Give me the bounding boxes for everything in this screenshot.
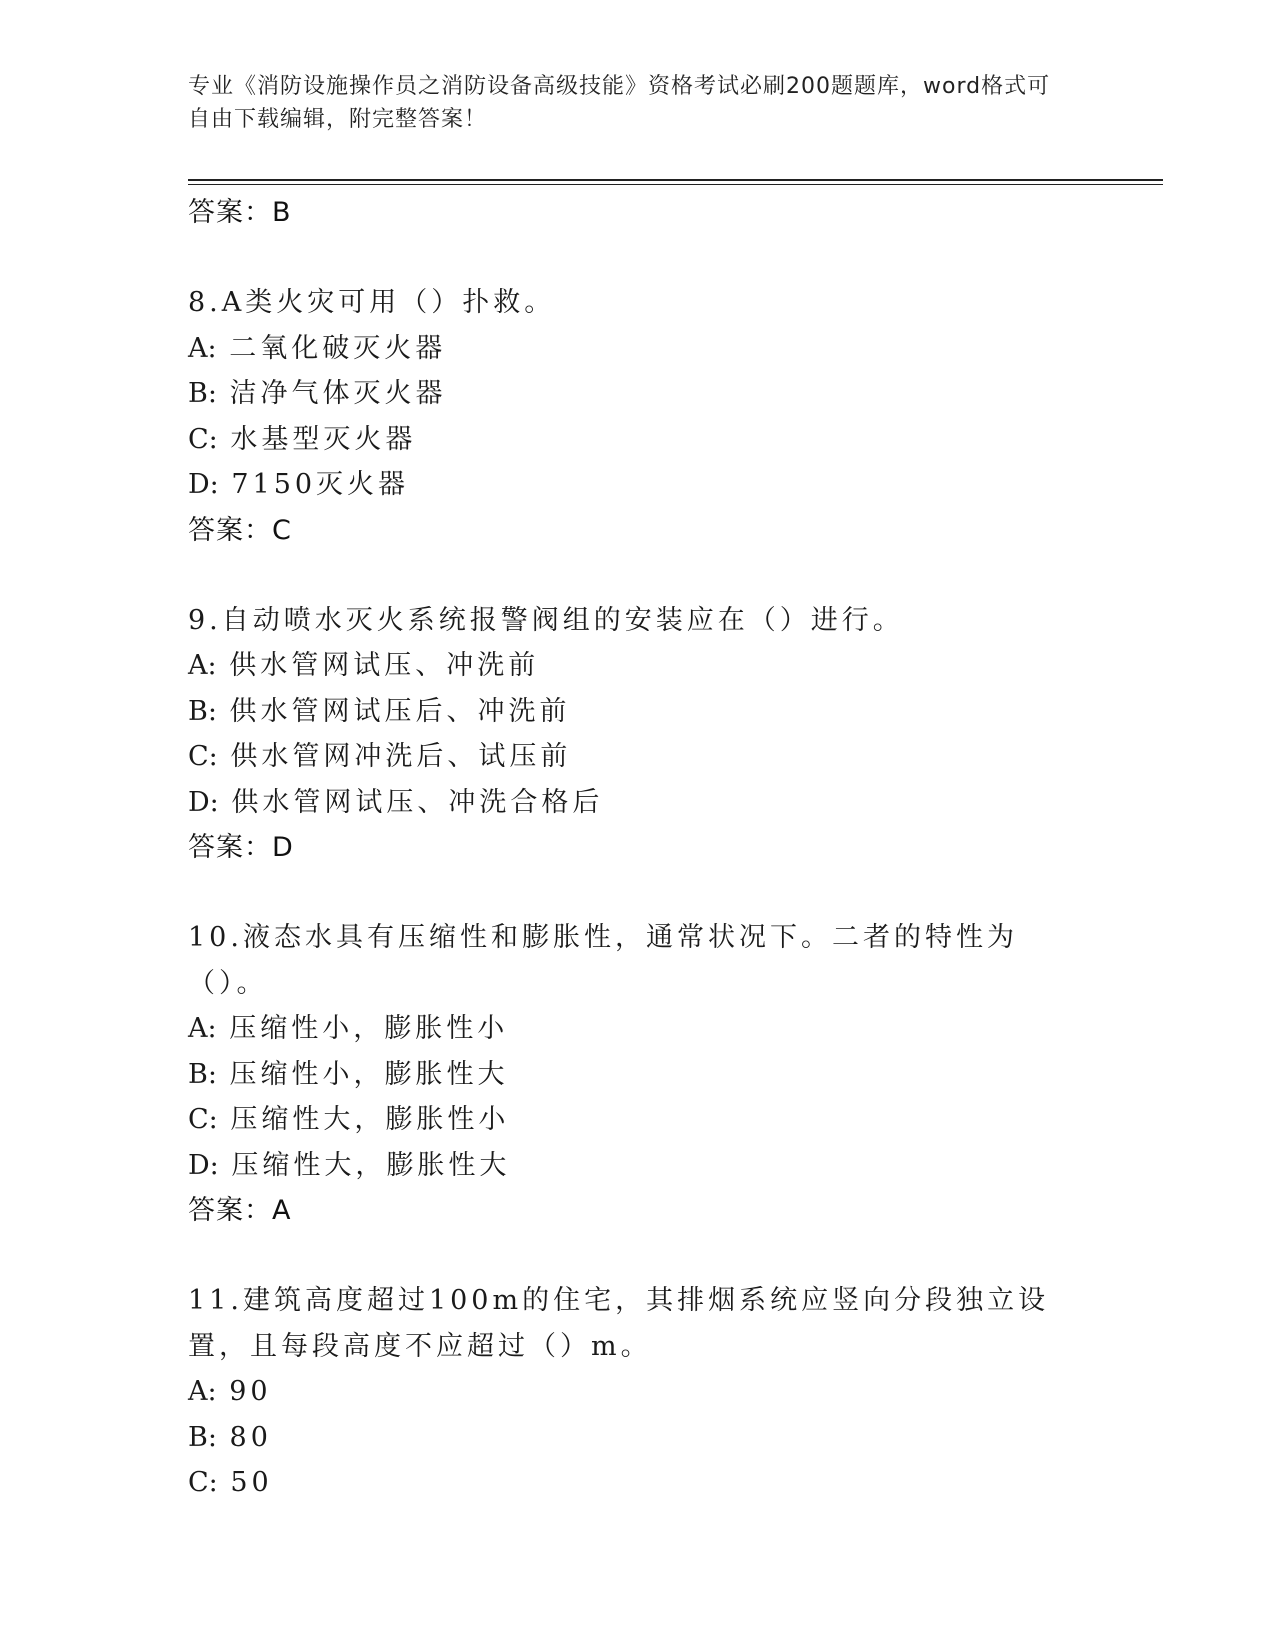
option-text: 压缩性大，膨胀性大 <box>231 1149 511 1181</box>
option-text: 水基型灭火器 <box>230 423 417 455</box>
option-text: 二氧化破灭火器 <box>229 332 447 364</box>
answer-value: D <box>272 832 294 863</box>
answer-value: A <box>272 1195 292 1226</box>
answer-label: 答案： <box>188 197 272 228</box>
option-a <box>188 1006 1088 1052</box>
answer-label: 答案： <box>188 1195 272 1226</box>
option-c <box>188 1097 1088 1143</box>
answer-label: 答案： <box>188 514 272 546</box>
option-letter: A: <box>188 1376 217 1407</box>
option-letter: B: <box>188 378 217 409</box>
question-stem: 10.液态水具有压缩性和膨胀性，通常状况下。二者的特性为（）。 <box>188 922 1018 999</box>
option-letter: D: <box>188 786 219 818</box>
option-c <box>188 734 1088 780</box>
option-text: 7150灭火器 <box>231 469 410 500</box>
answer-line <box>188 190 1088 236</box>
option-a <box>188 1369 1088 1415</box>
answer-value: C <box>272 514 292 546</box>
option-text: 供水管网冲洗后、试压前 <box>230 741 572 772</box>
question-stem: 8.A类火灾可用（）扑救。 <box>188 287 556 318</box>
option-b <box>188 1415 1088 1461</box>
option-text: 供水管网试压、冲洗前 <box>229 650 540 681</box>
option-text: 压缩性小，膨胀性大 <box>229 1058 509 1090</box>
option-letter: C: <box>188 423 218 455</box>
option-text: 压缩性小，膨胀性小 <box>229 1013 509 1044</box>
option-d <box>188 462 1088 508</box>
option-b <box>188 371 1088 417</box>
option-letter: A: <box>188 1013 217 1044</box>
header-rule-thin <box>188 184 1163 185</box>
answer-line <box>188 825 1088 871</box>
option-letter: B: <box>188 1421 217 1453</box>
question-list <box>188 190 1088 1506</box>
header-text: 专业《消防设施操作员之消防设备高级技能》资格考试必刷200题题库，word格式可自由下载编辑，附完整答案！ <box>188 74 1051 132</box>
option-a <box>188 326 1088 372</box>
question-gap <box>188 554 1088 598</box>
option-text: 供水管网试压、冲洗合格后 <box>231 786 604 818</box>
option-letter: A: <box>188 650 217 681</box>
question-stem: 11.建筑高度超过100m的住宅，其排烟系统应竖向分段独立设置，且每段高度不应超过（）m。 <box>188 1285 1050 1362</box>
option-c <box>188 1460 1088 1506</box>
question-stem: 9.自动喷水灭火系统报警阀组的安装应在（）进行。 <box>188 604 904 636</box>
option-text: 50 <box>230 1467 273 1498</box>
option-letter: D: <box>188 469 219 500</box>
option-text: 洁净气体灭火器 <box>229 378 447 409</box>
answer-label: 答案： <box>188 832 272 863</box>
answer-value: B <box>272 197 292 228</box>
option-text: 90 <box>229 1376 272 1407</box>
answer-line <box>188 1188 1088 1234</box>
option-letter: C: <box>188 1467 218 1498</box>
option-letter: B: <box>188 695 217 727</box>
option-letter: D: <box>188 1149 219 1181</box>
option-letter: A: <box>188 332 217 364</box>
option-text: 压缩性大，膨胀性小 <box>230 1104 510 1135</box>
option-letter: C: <box>188 1104 218 1135</box>
option-text: 80 <box>229 1421 272 1453</box>
question-gap <box>188 1234 1088 1278</box>
option-b <box>188 1052 1088 1098</box>
option-a <box>188 643 1088 689</box>
answer-line <box>188 508 1088 554</box>
header-rule-thick <box>188 179 1163 181</box>
option-d <box>188 1143 1088 1189</box>
option-d <box>188 780 1088 826</box>
option-text: 供水管网试压后、冲洗前 <box>229 695 571 727</box>
question-gap <box>188 871 1088 915</box>
option-b <box>188 689 1088 735</box>
question-gap <box>188 236 1088 280</box>
option-letter: B: <box>188 1058 217 1090</box>
option-c <box>188 417 1088 463</box>
option-letter: C: <box>188 741 218 772</box>
document-header <box>188 70 1068 136</box>
